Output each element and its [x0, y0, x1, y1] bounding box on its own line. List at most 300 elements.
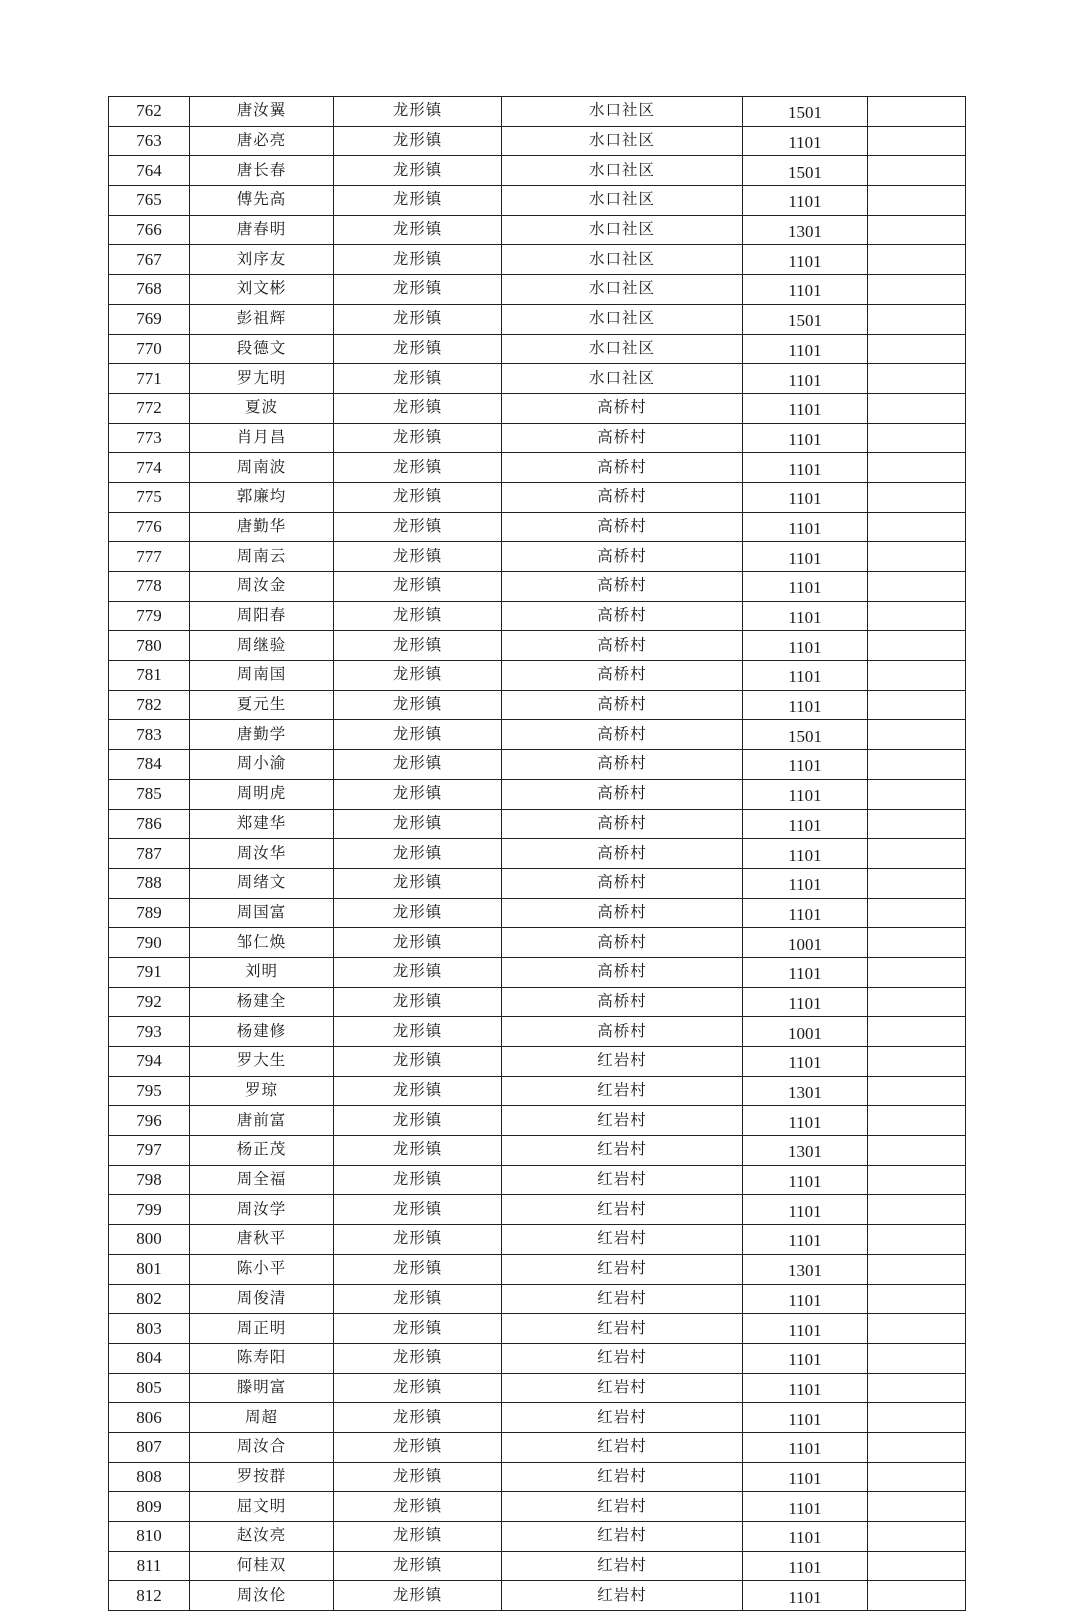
table-row — [109, 97, 966, 127]
code-cell: 1101 — [743, 186, 868, 216]
town-cell: 龙形镇 — [334, 1492, 502, 1522]
note-cell — [868, 928, 966, 958]
name-cell: 周正明 — [190, 1314, 334, 1344]
table-row — [109, 334, 966, 364]
note-cell — [868, 1225, 966, 1255]
village-cell: 高桥村 — [502, 1017, 743, 1047]
row-number-cell: 799 — [109, 1195, 190, 1225]
town-cell: 龙形镇 — [334, 1195, 502, 1225]
row-number-cell: 782 — [109, 690, 190, 720]
note-cell — [868, 186, 966, 216]
name-cell: 杨建修 — [190, 1017, 334, 1047]
row-number-cell: 800 — [109, 1225, 190, 1255]
village-cell: 水口社区 — [502, 186, 743, 216]
note-cell — [868, 1314, 966, 1344]
table-row — [109, 126, 966, 156]
village-cell: 水口社区 — [502, 275, 743, 305]
row-number-cell: 768 — [109, 275, 190, 305]
name-cell: 周绪文 — [190, 868, 334, 898]
row-number-cell: 772 — [109, 393, 190, 423]
town-cell: 龙形镇 — [334, 720, 502, 750]
code-cell: 1101 — [743, 512, 868, 542]
row-number-cell: 783 — [109, 720, 190, 750]
town-cell: 龙形镇 — [334, 186, 502, 216]
table-row — [109, 1492, 966, 1522]
row-number-cell: 765 — [109, 186, 190, 216]
village-cell: 高桥村 — [502, 661, 743, 691]
village-cell: 水口社区 — [502, 126, 743, 156]
name-cell: 肖月昌 — [190, 423, 334, 453]
town-cell: 龙形镇 — [334, 661, 502, 691]
row-number-cell: 784 — [109, 750, 190, 780]
name-cell: 周南云 — [190, 542, 334, 572]
row-number-cell: 777 — [109, 542, 190, 572]
town-cell: 龙形镇 — [334, 572, 502, 602]
note-cell — [868, 1432, 966, 1462]
town-cell: 龙形镇 — [334, 868, 502, 898]
code-cell: 1101 — [743, 868, 868, 898]
town-cell: 龙形镇 — [334, 957, 502, 987]
village-cell: 红岩村 — [502, 1432, 743, 1462]
village-cell: 高桥村 — [502, 987, 743, 1017]
table-row — [109, 156, 966, 186]
row-number-cell: 773 — [109, 423, 190, 453]
name-cell: 唐必亮 — [190, 126, 334, 156]
row-number-cell: 779 — [109, 601, 190, 631]
town-cell: 龙形镇 — [334, 1076, 502, 1106]
note-cell — [868, 1403, 966, 1433]
row-number-cell: 795 — [109, 1076, 190, 1106]
village-cell: 红岩村 — [502, 1343, 743, 1373]
name-cell: 周汝合 — [190, 1432, 334, 1462]
name-cell: 邹仁焕 — [190, 928, 334, 958]
table-row — [109, 779, 966, 809]
row-number-cell: 789 — [109, 898, 190, 928]
name-cell: 唐春明 — [190, 215, 334, 245]
town-cell: 龙形镇 — [334, 364, 502, 394]
code-cell: 1101 — [743, 1462, 868, 1492]
code-cell: 1101 — [743, 1165, 868, 1195]
town-cell: 龙形镇 — [334, 1581, 502, 1611]
code-cell: 1101 — [743, 275, 868, 305]
table-row — [109, 1462, 966, 1492]
table-row — [109, 1373, 966, 1403]
row-number-cell: 807 — [109, 1432, 190, 1462]
village-cell: 高桥村 — [502, 572, 743, 602]
row-number-cell: 762 — [109, 97, 190, 127]
name-cell: 彭祖辉 — [190, 304, 334, 334]
village-cell: 高桥村 — [502, 898, 743, 928]
town-cell: 龙形镇 — [334, 453, 502, 483]
village-cell: 红岩村 — [502, 1581, 743, 1611]
code-cell: 1301 — [743, 1076, 868, 1106]
code-cell: 1101 — [743, 453, 868, 483]
village-cell: 红岩村 — [502, 1106, 743, 1136]
name-cell: 傅先高 — [190, 186, 334, 216]
row-number-cell: 805 — [109, 1373, 190, 1403]
name-cell: 周汝金 — [190, 572, 334, 602]
table-row — [109, 1284, 966, 1314]
row-number-cell: 796 — [109, 1106, 190, 1136]
name-cell: 周阳春 — [190, 601, 334, 631]
code-cell: 1101 — [743, 1047, 868, 1077]
village-cell: 高桥村 — [502, 453, 743, 483]
town-cell: 龙形镇 — [334, 1106, 502, 1136]
name-cell: 刘文彬 — [190, 275, 334, 305]
name-cell: 周俊清 — [190, 1284, 334, 1314]
village-cell: 高桥村 — [502, 482, 743, 512]
code-cell: 1101 — [743, 601, 868, 631]
village-cell: 高桥村 — [502, 809, 743, 839]
village-cell: 红岩村 — [502, 1462, 743, 1492]
table-row — [109, 1106, 966, 1136]
table-row — [109, 482, 966, 512]
table-row — [109, 245, 966, 275]
note-cell — [868, 1551, 966, 1581]
code-cell: 1501 — [743, 304, 868, 334]
village-cell: 红岩村 — [502, 1403, 743, 1433]
table-row — [109, 215, 966, 245]
row-number-cell: 781 — [109, 661, 190, 691]
roster-table — [108, 96, 966, 1611]
name-cell: 罗大生 — [190, 1047, 334, 1077]
village-cell: 红岩村 — [502, 1551, 743, 1581]
code-cell: 1101 — [743, 690, 868, 720]
name-cell: 周超 — [190, 1403, 334, 1433]
row-number-cell: 810 — [109, 1522, 190, 1552]
town-cell: 龙形镇 — [334, 275, 502, 305]
name-cell: 周国富 — [190, 898, 334, 928]
note-cell — [868, 156, 966, 186]
note-cell — [868, 868, 966, 898]
note-cell — [868, 957, 966, 987]
name-cell: 刘序友 — [190, 245, 334, 275]
row-number-cell: 766 — [109, 215, 190, 245]
village-cell: 高桥村 — [502, 690, 743, 720]
note-cell — [868, 482, 966, 512]
code-cell: 1101 — [743, 364, 868, 394]
table-row — [109, 868, 966, 898]
note-cell — [868, 898, 966, 928]
town-cell: 龙形镇 — [334, 97, 502, 127]
row-number-cell: 811 — [109, 1551, 190, 1581]
note-cell — [868, 1343, 966, 1373]
note-cell — [868, 661, 966, 691]
code-cell: 1101 — [743, 957, 868, 987]
row-number-cell: 803 — [109, 1314, 190, 1344]
village-cell: 红岩村 — [502, 1522, 743, 1552]
row-number-cell: 776 — [109, 512, 190, 542]
row-number-cell: 763 — [109, 126, 190, 156]
name-cell: 郭廉均 — [190, 482, 334, 512]
note-cell — [868, 423, 966, 453]
table-row — [109, 1551, 966, 1581]
code-cell: 1101 — [743, 393, 868, 423]
village-cell: 高桥村 — [502, 928, 743, 958]
name-cell: 周南波 — [190, 453, 334, 483]
table-row — [109, 809, 966, 839]
code-cell: 1101 — [743, 334, 868, 364]
code-cell: 1101 — [743, 898, 868, 928]
town-cell: 龙形镇 — [334, 1225, 502, 1255]
row-number-cell: 793 — [109, 1017, 190, 1047]
town-cell: 龙形镇 — [334, 839, 502, 869]
town-cell: 龙形镇 — [334, 334, 502, 364]
table-row — [109, 1403, 966, 1433]
row-number-cell: 787 — [109, 839, 190, 869]
table-row — [109, 957, 966, 987]
note-cell — [868, 1076, 966, 1106]
code-cell: 1501 — [743, 720, 868, 750]
table-row — [109, 1225, 966, 1255]
town-cell: 龙形镇 — [334, 898, 502, 928]
note-cell — [868, 750, 966, 780]
name-cell: 唐秋平 — [190, 1225, 334, 1255]
village-cell: 红岩村 — [502, 1076, 743, 1106]
name-cell: 滕明富 — [190, 1373, 334, 1403]
row-number-cell: 801 — [109, 1254, 190, 1284]
name-cell: 周明虎 — [190, 779, 334, 809]
name-cell: 周小渝 — [190, 750, 334, 780]
note-cell — [868, 453, 966, 483]
row-number-cell: 771 — [109, 364, 190, 394]
row-number-cell: 786 — [109, 809, 190, 839]
village-cell: 红岩村 — [502, 1284, 743, 1314]
town-cell: 龙形镇 — [334, 928, 502, 958]
code-cell: 1101 — [743, 839, 868, 869]
code-cell: 1101 — [743, 482, 868, 512]
roster-table-body — [109, 97, 966, 1611]
row-number-cell: 808 — [109, 1462, 190, 1492]
note-cell — [868, 631, 966, 661]
code-cell: 1101 — [743, 1106, 868, 1136]
village-cell: 红岩村 — [502, 1195, 743, 1225]
village-cell: 高桥村 — [502, 542, 743, 572]
name-cell: 屈文明 — [190, 1492, 334, 1522]
table-row — [109, 1314, 966, 1344]
row-number-cell: 794 — [109, 1047, 190, 1077]
code-cell: 1101 — [743, 779, 868, 809]
code-cell: 1301 — [743, 1136, 868, 1166]
town-cell: 龙形镇 — [334, 512, 502, 542]
name-cell: 刘明 — [190, 957, 334, 987]
note-cell — [868, 839, 966, 869]
town-cell: 龙形镇 — [334, 809, 502, 839]
town-cell: 龙形镇 — [334, 750, 502, 780]
town-cell: 龙形镇 — [334, 1432, 502, 1462]
table-row — [109, 1522, 966, 1552]
village-cell: 高桥村 — [502, 720, 743, 750]
name-cell: 唐勤学 — [190, 720, 334, 750]
code-cell: 1301 — [743, 215, 868, 245]
row-number-cell: 788 — [109, 868, 190, 898]
village-cell: 高桥村 — [502, 393, 743, 423]
note-cell — [868, 1017, 966, 1047]
name-cell: 夏元生 — [190, 690, 334, 720]
town-cell: 龙形镇 — [334, 1136, 502, 1166]
code-cell: 1101 — [743, 423, 868, 453]
row-number-cell: 792 — [109, 987, 190, 1017]
code-cell: 1101 — [743, 1403, 868, 1433]
table-row — [109, 1343, 966, 1373]
code-cell: 1501 — [743, 156, 868, 186]
note-cell — [868, 393, 966, 423]
table-row — [109, 928, 966, 958]
table-row — [109, 1195, 966, 1225]
town-cell: 龙形镇 — [334, 987, 502, 1017]
code-cell: 1101 — [743, 1432, 868, 1462]
table-row — [109, 690, 966, 720]
town-cell: 龙形镇 — [334, 1047, 502, 1077]
name-cell: 罗尢明 — [190, 364, 334, 394]
row-number-cell: 791 — [109, 957, 190, 987]
note-cell — [868, 1106, 966, 1136]
name-cell: 唐长春 — [190, 156, 334, 186]
table-row — [109, 750, 966, 780]
name-cell: 陈寿阳 — [190, 1343, 334, 1373]
village-cell: 水口社区 — [502, 215, 743, 245]
name-cell: 唐汝翼 — [190, 97, 334, 127]
code-cell: 1101 — [743, 1551, 868, 1581]
note-cell — [868, 1136, 966, 1166]
row-number-cell: 774 — [109, 453, 190, 483]
name-cell: 周继验 — [190, 631, 334, 661]
note-cell — [868, 245, 966, 275]
table-row — [109, 1432, 966, 1462]
table-row — [109, 1254, 966, 1284]
note-cell — [868, 215, 966, 245]
village-cell: 高桥村 — [502, 779, 743, 809]
table-row — [109, 1017, 966, 1047]
name-cell: 郑建华 — [190, 809, 334, 839]
town-cell: 龙形镇 — [334, 601, 502, 631]
table-row — [109, 304, 966, 334]
table-row — [109, 1076, 966, 1106]
note-cell — [868, 1522, 966, 1552]
table-row — [109, 423, 966, 453]
code-cell: 1101 — [743, 1492, 868, 1522]
town-cell: 龙形镇 — [334, 1284, 502, 1314]
row-number-cell: 767 — [109, 245, 190, 275]
table-row — [109, 898, 966, 928]
village-cell: 水口社区 — [502, 156, 743, 186]
row-number-cell: 778 — [109, 572, 190, 602]
code-cell: 1101 — [743, 809, 868, 839]
town-cell: 龙形镇 — [334, 156, 502, 186]
name-cell: 周汝华 — [190, 839, 334, 869]
code-cell: 1001 — [743, 928, 868, 958]
note-cell — [868, 1047, 966, 1077]
town-cell: 龙形镇 — [334, 690, 502, 720]
town-cell: 龙形镇 — [334, 1017, 502, 1047]
village-cell: 高桥村 — [502, 512, 743, 542]
note-cell — [868, 1462, 966, 1492]
village-cell: 红岩村 — [502, 1165, 743, 1195]
table-row — [109, 542, 966, 572]
note-cell — [868, 690, 966, 720]
row-number-cell: 804 — [109, 1343, 190, 1373]
village-cell: 红岩村 — [502, 1136, 743, 1166]
town-cell: 龙形镇 — [334, 215, 502, 245]
village-cell: 红岩村 — [502, 1225, 743, 1255]
row-number-cell: 785 — [109, 779, 190, 809]
name-cell: 杨正茂 — [190, 1136, 334, 1166]
code-cell: 1101 — [743, 1225, 868, 1255]
village-cell: 水口社区 — [502, 364, 743, 394]
town-cell: 龙形镇 — [334, 1373, 502, 1403]
code-cell: 1101 — [743, 245, 868, 275]
note-cell — [868, 334, 966, 364]
note-cell — [868, 572, 966, 602]
row-number-cell: 798 — [109, 1165, 190, 1195]
note-cell — [868, 601, 966, 631]
code-cell: 1101 — [743, 126, 868, 156]
row-number-cell: 812 — [109, 1581, 190, 1611]
village-cell: 红岩村 — [502, 1047, 743, 1077]
code-cell: 1101 — [743, 1284, 868, 1314]
name-cell: 杨建全 — [190, 987, 334, 1017]
row-number-cell: 770 — [109, 334, 190, 364]
code-cell: 1101 — [743, 987, 868, 1017]
table-row — [109, 364, 966, 394]
name-cell: 夏波 — [190, 393, 334, 423]
name-cell: 周汝学 — [190, 1195, 334, 1225]
town-cell: 龙形镇 — [334, 1165, 502, 1195]
row-number-cell: 802 — [109, 1284, 190, 1314]
code-cell: 1001 — [743, 1017, 868, 1047]
code-cell: 1101 — [743, 1581, 868, 1611]
note-cell — [868, 542, 966, 572]
name-cell: 唐勤华 — [190, 512, 334, 542]
code-cell: 1101 — [743, 631, 868, 661]
village-cell: 红岩村 — [502, 1492, 743, 1522]
code-cell: 1101 — [743, 661, 868, 691]
town-cell: 龙形镇 — [334, 423, 502, 453]
table-row — [109, 393, 966, 423]
row-number-cell: 769 — [109, 304, 190, 334]
table-row — [109, 601, 966, 631]
note-cell — [868, 1373, 966, 1403]
town-cell: 龙形镇 — [334, 1403, 502, 1433]
village-cell: 高桥村 — [502, 631, 743, 661]
table-row — [109, 987, 966, 1017]
code-cell: 1101 — [743, 542, 868, 572]
town-cell: 龙形镇 — [334, 304, 502, 334]
row-number-cell: 764 — [109, 156, 190, 186]
town-cell: 龙形镇 — [334, 542, 502, 572]
row-number-cell: 775 — [109, 482, 190, 512]
village-cell: 高桥村 — [502, 423, 743, 453]
village-cell: 红岩村 — [502, 1254, 743, 1284]
note-cell — [868, 1165, 966, 1195]
village-cell: 高桥村 — [502, 601, 743, 631]
table-row — [109, 631, 966, 661]
village-cell: 红岩村 — [502, 1373, 743, 1403]
note-cell — [868, 779, 966, 809]
code-cell: 1101 — [743, 750, 868, 780]
village-cell: 高桥村 — [502, 868, 743, 898]
table-row — [109, 661, 966, 691]
name-cell: 周汝伦 — [190, 1581, 334, 1611]
note-cell — [868, 304, 966, 334]
code-cell: 1101 — [743, 1373, 868, 1403]
code-cell: 1101 — [743, 1522, 868, 1552]
table-row — [109, 572, 966, 602]
code-cell: 1101 — [743, 1195, 868, 1225]
table-row — [109, 186, 966, 216]
code-cell: 1501 — [743, 97, 868, 127]
name-cell: 周南国 — [190, 661, 334, 691]
